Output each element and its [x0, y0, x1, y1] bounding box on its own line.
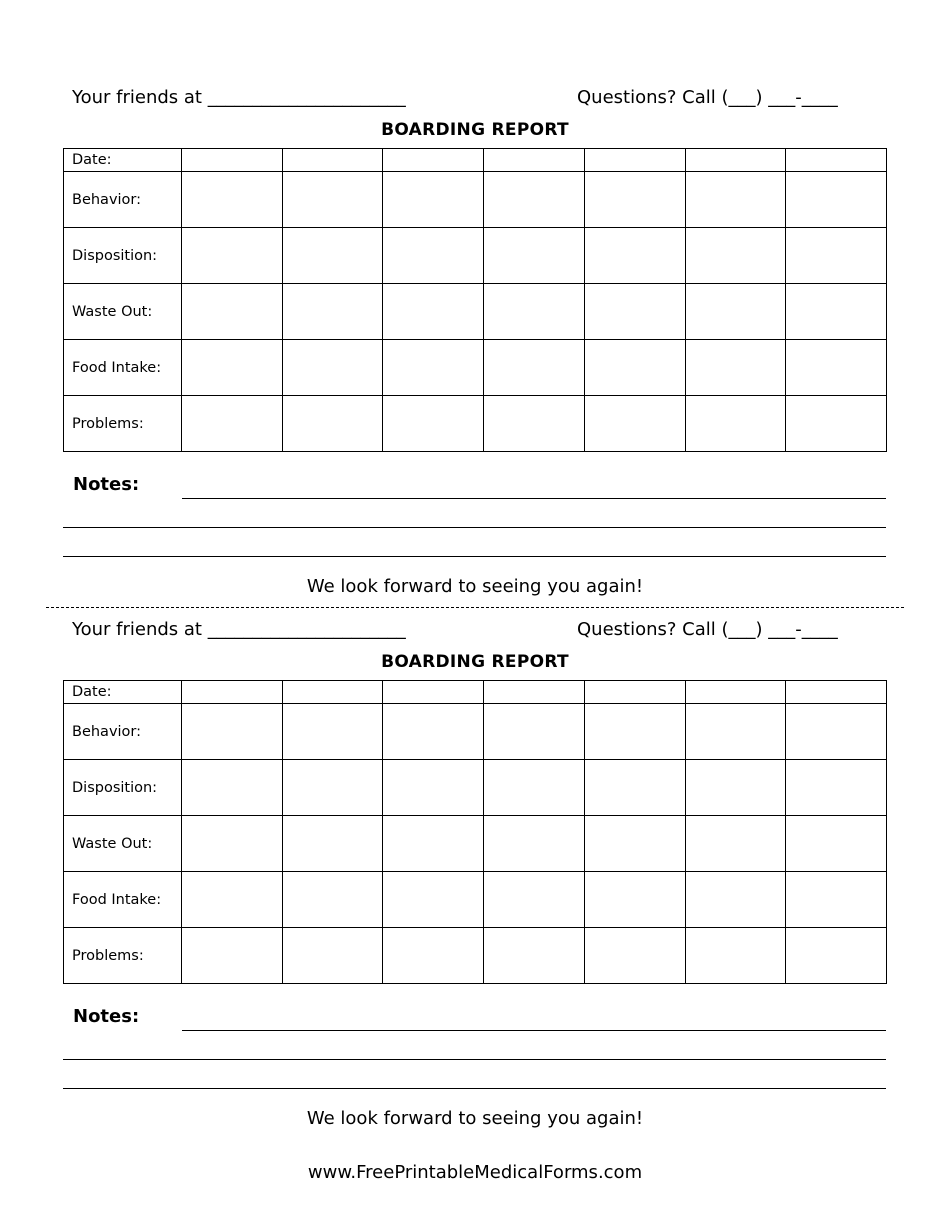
date-cell[interactable]	[584, 149, 685, 172]
date-cell[interactable]	[282, 149, 383, 172]
disposition-cell[interactable]	[685, 760, 786, 816]
behavior-cell[interactable]	[182, 704, 283, 760]
food-intake-cell[interactable]	[282, 340, 383, 396]
boarding-table	[63, 680, 887, 984]
food-intake-cell[interactable]	[182, 872, 283, 928]
disposition-cell[interactable]	[786, 228, 887, 284]
table-row-behavior	[64, 704, 887, 760]
problems-cell[interactable]	[685, 928, 786, 984]
questions-call-line: Questions? Call (___) ___-____	[577, 87, 838, 108]
table-row-disposition	[64, 760, 887, 816]
table-row-food-intake	[64, 340, 887, 396]
behavior-cell[interactable]	[484, 704, 585, 760]
table-row-date	[64, 681, 887, 704]
closing-message: We look forward to seeing you again!	[306, 576, 644, 597]
waste-out-cell[interactable]	[786, 816, 887, 872]
problems-cell[interactable]	[182, 928, 283, 984]
report-title: BOARDING REPORT	[381, 120, 569, 140]
food-intake-cell[interactable]	[484, 872, 585, 928]
notes-line[interactable]	[63, 1088, 886, 1089]
notes-line[interactable]	[63, 527, 886, 528]
behavior-cell[interactable]	[484, 172, 585, 228]
waste-out-cell[interactable]	[484, 816, 585, 872]
problems-cell[interactable]	[685, 396, 786, 452]
waste-out-cell[interactable]	[282, 284, 383, 340]
problems-cell[interactable]	[182, 396, 283, 452]
disposition-cell[interactable]	[584, 228, 685, 284]
table-row-waste-out	[64, 284, 887, 340]
problems-cell[interactable]	[282, 396, 383, 452]
problems-cell[interactable]	[484, 396, 585, 452]
waste-out-cell[interactable]	[685, 816, 786, 872]
behavior-cell[interactable]	[584, 172, 685, 228]
behavior-cell[interactable]	[383, 172, 484, 228]
waste-out-cell[interactable]	[584, 816, 685, 872]
notes-line[interactable]	[63, 1059, 886, 1060]
behavior-cell[interactable]	[786, 172, 887, 228]
date-cell[interactable]	[383, 149, 484, 172]
problems-cell[interactable]	[383, 928, 484, 984]
behavior-cell[interactable]	[786, 704, 887, 760]
row-label-disposition: Disposition:	[64, 228, 182, 284]
problems-cell[interactable]	[786, 396, 887, 452]
row-label-waste-out: Waste Out:	[64, 284, 182, 340]
date-cell[interactable]	[182, 681, 283, 704]
row-label-date: Date:	[64, 681, 182, 704]
problems-cell[interactable]	[484, 928, 585, 984]
food-intake-cell[interactable]	[786, 340, 887, 396]
waste-out-cell[interactable]	[383, 284, 484, 340]
waste-out-cell[interactable]	[182, 816, 283, 872]
disposition-cell[interactable]	[383, 760, 484, 816]
food-intake-cell[interactable]	[484, 340, 585, 396]
disposition-cell[interactable]	[484, 760, 585, 816]
food-intake-cell[interactable]	[584, 340, 685, 396]
date-cell[interactable]	[786, 149, 887, 172]
report-section-1	[0, 0, 950, 597]
food-intake-cell[interactable]	[282, 872, 383, 928]
date-cell[interactable]	[685, 149, 786, 172]
date-cell[interactable]	[584, 681, 685, 704]
behavior-cell[interactable]	[685, 704, 786, 760]
table-row-food-intake	[64, 872, 887, 928]
waste-out-cell[interactable]	[685, 284, 786, 340]
problems-cell[interactable]	[584, 928, 685, 984]
waste-out-cell[interactable]	[484, 284, 585, 340]
date-cell[interactable]	[182, 149, 283, 172]
waste-out-cell[interactable]	[182, 284, 283, 340]
behavior-cell[interactable]	[182, 172, 283, 228]
food-intake-cell[interactable]	[685, 872, 786, 928]
disposition-cell[interactable]	[182, 760, 283, 816]
notes-line[interactable]	[182, 498, 886, 499]
date-cell[interactable]	[484, 149, 585, 172]
date-cell[interactable]	[282, 681, 383, 704]
food-intake-cell[interactable]	[584, 872, 685, 928]
disposition-cell[interactable]	[685, 228, 786, 284]
problems-cell[interactable]	[786, 928, 887, 984]
behavior-cell[interactable]	[685, 172, 786, 228]
disposition-cell[interactable]	[282, 760, 383, 816]
boarding-table	[63, 148, 887, 452]
problems-cell[interactable]	[584, 396, 685, 452]
table-row-disposition	[64, 228, 887, 284]
notes-label: Notes:	[73, 474, 140, 495]
report-title: BOARDING REPORT	[381, 652, 569, 672]
table-row-date	[64, 149, 887, 172]
notes-line[interactable]	[182, 1030, 886, 1031]
food-intake-cell[interactable]	[685, 340, 786, 396]
closing-message: We look forward to seeing you again!	[306, 1108, 644, 1129]
table-row-problems	[64, 396, 887, 452]
table-row-problems	[64, 928, 887, 984]
waste-out-cell[interactable]	[282, 816, 383, 872]
waste-out-cell[interactable]	[383, 816, 484, 872]
problems-cell[interactable]	[383, 396, 484, 452]
date-cell[interactable]	[786, 681, 887, 704]
row-label-date: Date:	[64, 149, 182, 172]
food-intake-cell[interactable]	[786, 872, 887, 928]
date-cell[interactable]	[685, 681, 786, 704]
behavior-cell[interactable]	[584, 704, 685, 760]
row-label-problems: Problems:	[64, 396, 182, 452]
questions-call-line: Questions? Call (___) ___-____	[577, 619, 838, 640]
behavior-cell[interactable]	[383, 704, 484, 760]
behavior-cell[interactable]	[282, 704, 383, 760]
disposition-cell[interactable]	[786, 760, 887, 816]
disposition-cell[interactable]	[182, 228, 283, 284]
waste-out-cell[interactable]	[584, 284, 685, 340]
row-label-behavior: Behavior:	[64, 704, 182, 760]
table-row-waste-out	[64, 816, 887, 872]
date-cell[interactable]	[484, 681, 585, 704]
notes-label: Notes:	[73, 1006, 140, 1027]
row-label-problems: Problems:	[64, 928, 182, 984]
food-intake-cell[interactable]	[383, 872, 484, 928]
problems-cell[interactable]	[282, 928, 383, 984]
website-footer: www.FreePrintableMedicalForms.com	[307, 1162, 643, 1183]
table-row-behavior	[64, 172, 887, 228]
disposition-cell[interactable]	[584, 760, 685, 816]
row-label-food-intake: Food Intake:	[64, 340, 182, 396]
food-intake-cell[interactable]	[383, 340, 484, 396]
friends-at-line: Your friends at ______________________	[72, 619, 406, 640]
waste-out-cell[interactable]	[786, 284, 887, 340]
behavior-cell[interactable]	[282, 172, 383, 228]
disposition-cell[interactable]	[484, 228, 585, 284]
disposition-cell[interactable]	[282, 228, 383, 284]
report-section-2	[0, 532, 950, 1129]
disposition-cell[interactable]	[383, 228, 484, 284]
friends-at-line: Your friends at ______________________	[72, 87, 406, 108]
row-label-food-intake: Food Intake:	[64, 872, 182, 928]
row-label-waste-out: Waste Out:	[64, 816, 182, 872]
date-cell[interactable]	[383, 681, 484, 704]
row-label-behavior: Behavior:	[64, 172, 182, 228]
row-label-disposition: Disposition:	[64, 760, 182, 816]
food-intake-cell[interactable]	[182, 340, 283, 396]
